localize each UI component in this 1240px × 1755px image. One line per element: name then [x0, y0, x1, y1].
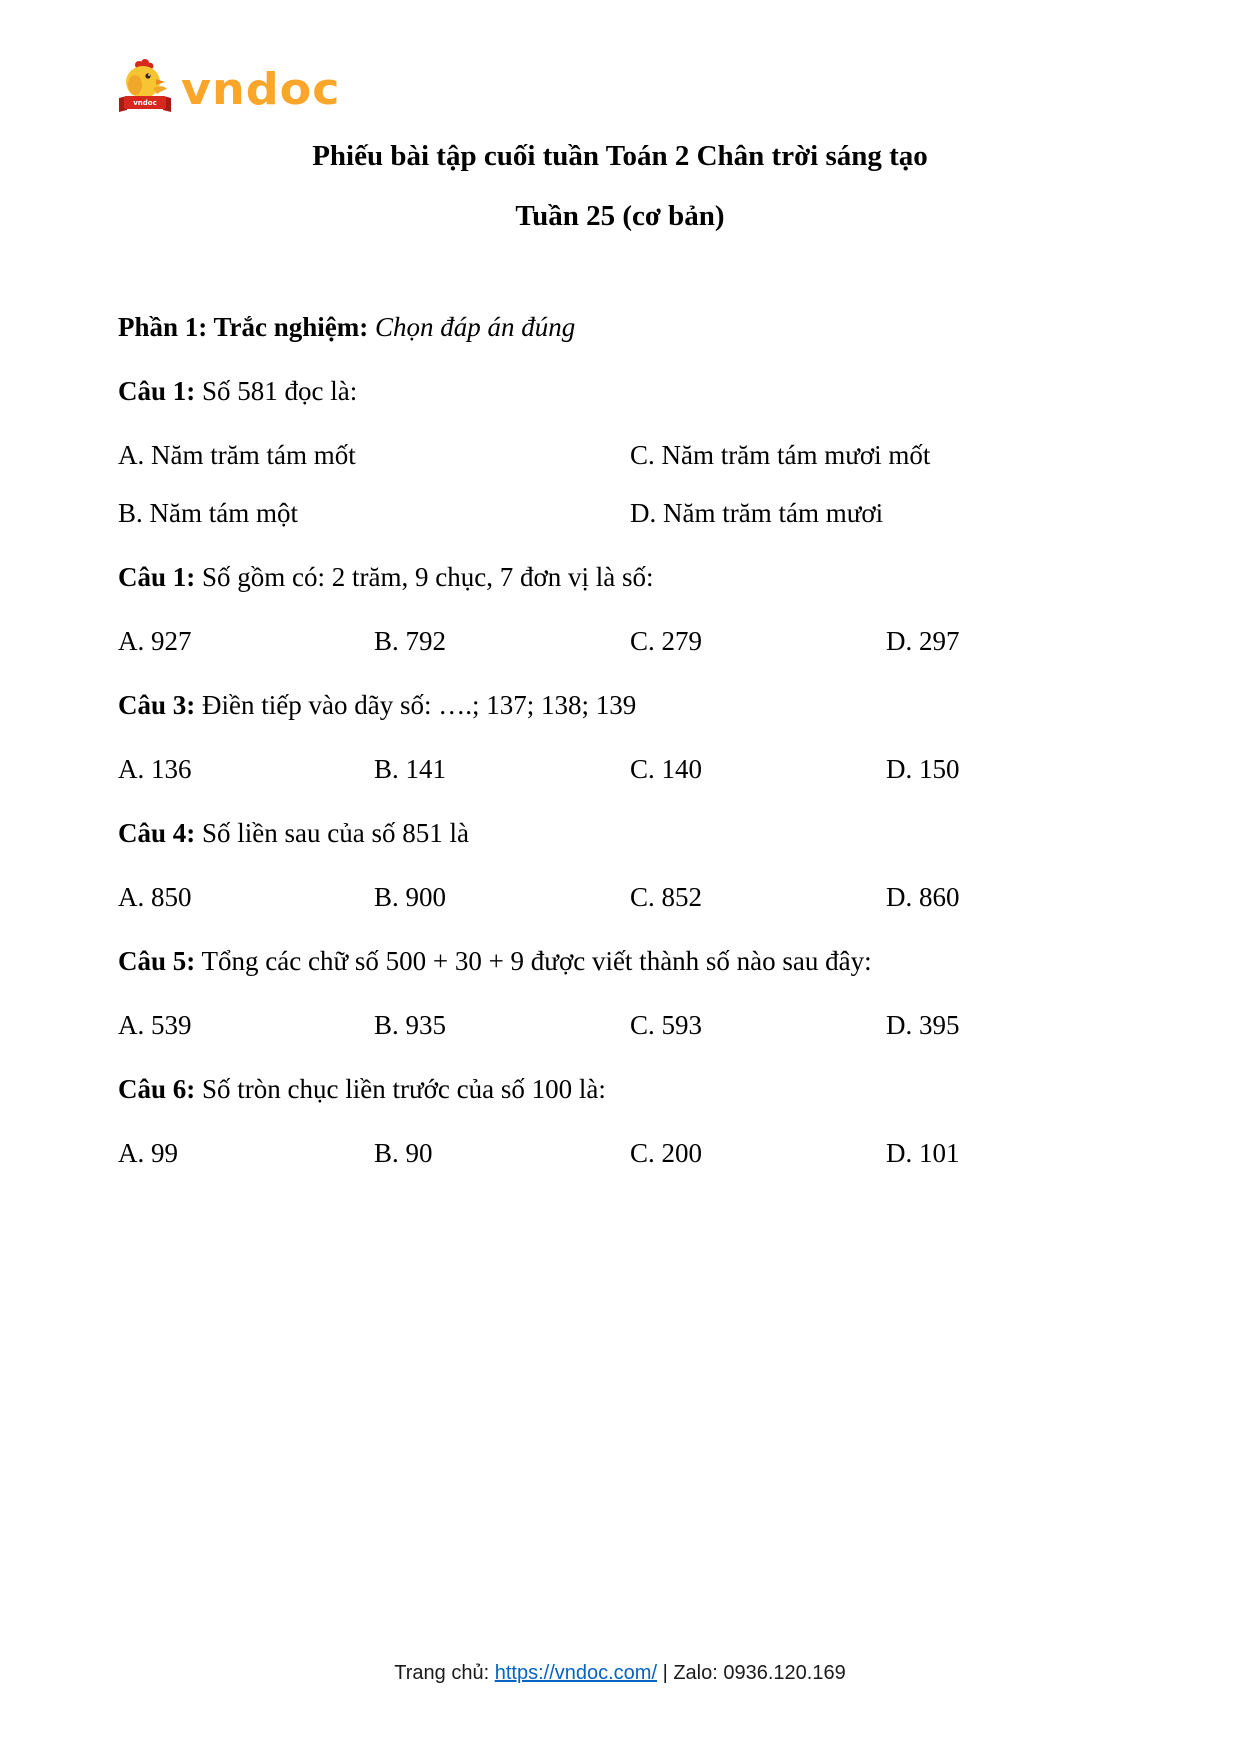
- worksheet-content: [118, 310, 1130, 1200]
- document-subtitle: Tuần 25 (cơ bản): [515, 200, 725, 232]
- option: D. 150: [886, 754, 960, 784]
- option: C. 593: [630, 1010, 703, 1040]
- question-5-label: Câu 5:: [118, 946, 196, 976]
- svg-text:vndoc: vndoc: [133, 99, 157, 107]
- option: C. 140: [630, 754, 703, 784]
- option: A. Năm trăm tám mốt: [118, 440, 356, 470]
- option: D. 395: [886, 1010, 960, 1040]
- option: B. 935: [374, 1010, 447, 1040]
- option: B. 90: [374, 1138, 433, 1168]
- option: D. 860: [886, 882, 960, 912]
- option: A. 99: [118, 1138, 178, 1168]
- question-1-text: [118, 374, 1130, 408]
- question-2-text: [118, 560, 1130, 594]
- question-4-text: [118, 816, 1130, 850]
- option: B. 792: [374, 626, 447, 656]
- option: B. 900: [374, 882, 447, 912]
- question-3-options: [118, 752, 1130, 786]
- question-2-label: Câu 1:: [118, 562, 196, 592]
- question-4-label: Câu 4:: [118, 818, 196, 848]
- brand-wordmark: vndoc: [181, 62, 341, 115]
- footer-prefix: Trang chủ:: [394, 1662, 490, 1684]
- question-6-text: [118, 1072, 1130, 1106]
- option: A. 136: [118, 754, 192, 784]
- option: B. Năm tám một: [118, 498, 298, 528]
- section-instruction: Chọn đáp án đúng: [375, 312, 576, 342]
- option: B. 141: [374, 754, 447, 784]
- question-3-body: Điền tiếp vào dãy số: ….; 137; 138; 139: [202, 690, 637, 720]
- question-4-body: Số liền sau của số 851 là: [202, 818, 469, 848]
- question-2-body: Số gồm có: 2 trăm, 9 chục, 7 đơn vị là số:: [202, 562, 654, 592]
- question-3: [118, 688, 1130, 786]
- question-4-options: [118, 880, 1130, 914]
- chicken-mascot-icon: [115, 58, 175, 119]
- question-1-options: [118, 438, 1130, 530]
- question-3-label: Câu 3:: [118, 690, 196, 720]
- question-4: [118, 816, 1130, 914]
- question-5-options: [118, 1008, 1130, 1042]
- question-5: [118, 944, 1130, 1042]
- footer-suffix: | Zalo: 0936.120.169: [662, 1662, 846, 1684]
- section-heading: [118, 310, 1130, 344]
- option: C. 279: [630, 626, 703, 656]
- question-6: [118, 1072, 1130, 1170]
- homepage-link[interactable]: https://vndoc.com/: [494, 1662, 658, 1684]
- option: D. Năm trăm tám mươi: [630, 498, 884, 528]
- question-2-options: [118, 624, 1130, 658]
- option: C. 200: [630, 1138, 703, 1168]
- question-3-text: [118, 688, 1130, 722]
- option: C. 852: [630, 882, 703, 912]
- question-6-body: Số tròn chục liền trước của số 100 là:: [202, 1074, 606, 1104]
- question-1-label: Câu 1:: [118, 376, 196, 406]
- title-block: [0, 138, 1240, 234]
- option: A. 850: [118, 882, 192, 912]
- option: D. 101: [886, 1138, 960, 1168]
- question-5-text: [118, 944, 1130, 978]
- option: D. 297: [886, 626, 960, 656]
- vndoc-logo: [115, 58, 341, 119]
- page-footer: [0, 1662, 1240, 1685]
- question-1: [118, 374, 1130, 530]
- option: A. 539: [118, 1010, 192, 1040]
- document-title: Phiếu bài tập cuối tuần Toán 2 Chân trời sáng tạo: [312, 140, 928, 172]
- option: A. 927: [118, 626, 192, 656]
- question-1-body: Số 581 đọc là:: [202, 376, 358, 406]
- question-2: [118, 560, 1130, 658]
- question-6-options: [118, 1136, 1130, 1170]
- option: C. Năm trăm tám mươi mốt: [630, 440, 931, 470]
- question-6-label: Câu 6:: [118, 1074, 196, 1104]
- section-label: Phần 1: Trắc nghiệm:: [118, 312, 369, 342]
- question-5-body: Tổng các chữ số 500 + 30 + 9 được viết thành số nào sau đây:: [201, 946, 872, 976]
